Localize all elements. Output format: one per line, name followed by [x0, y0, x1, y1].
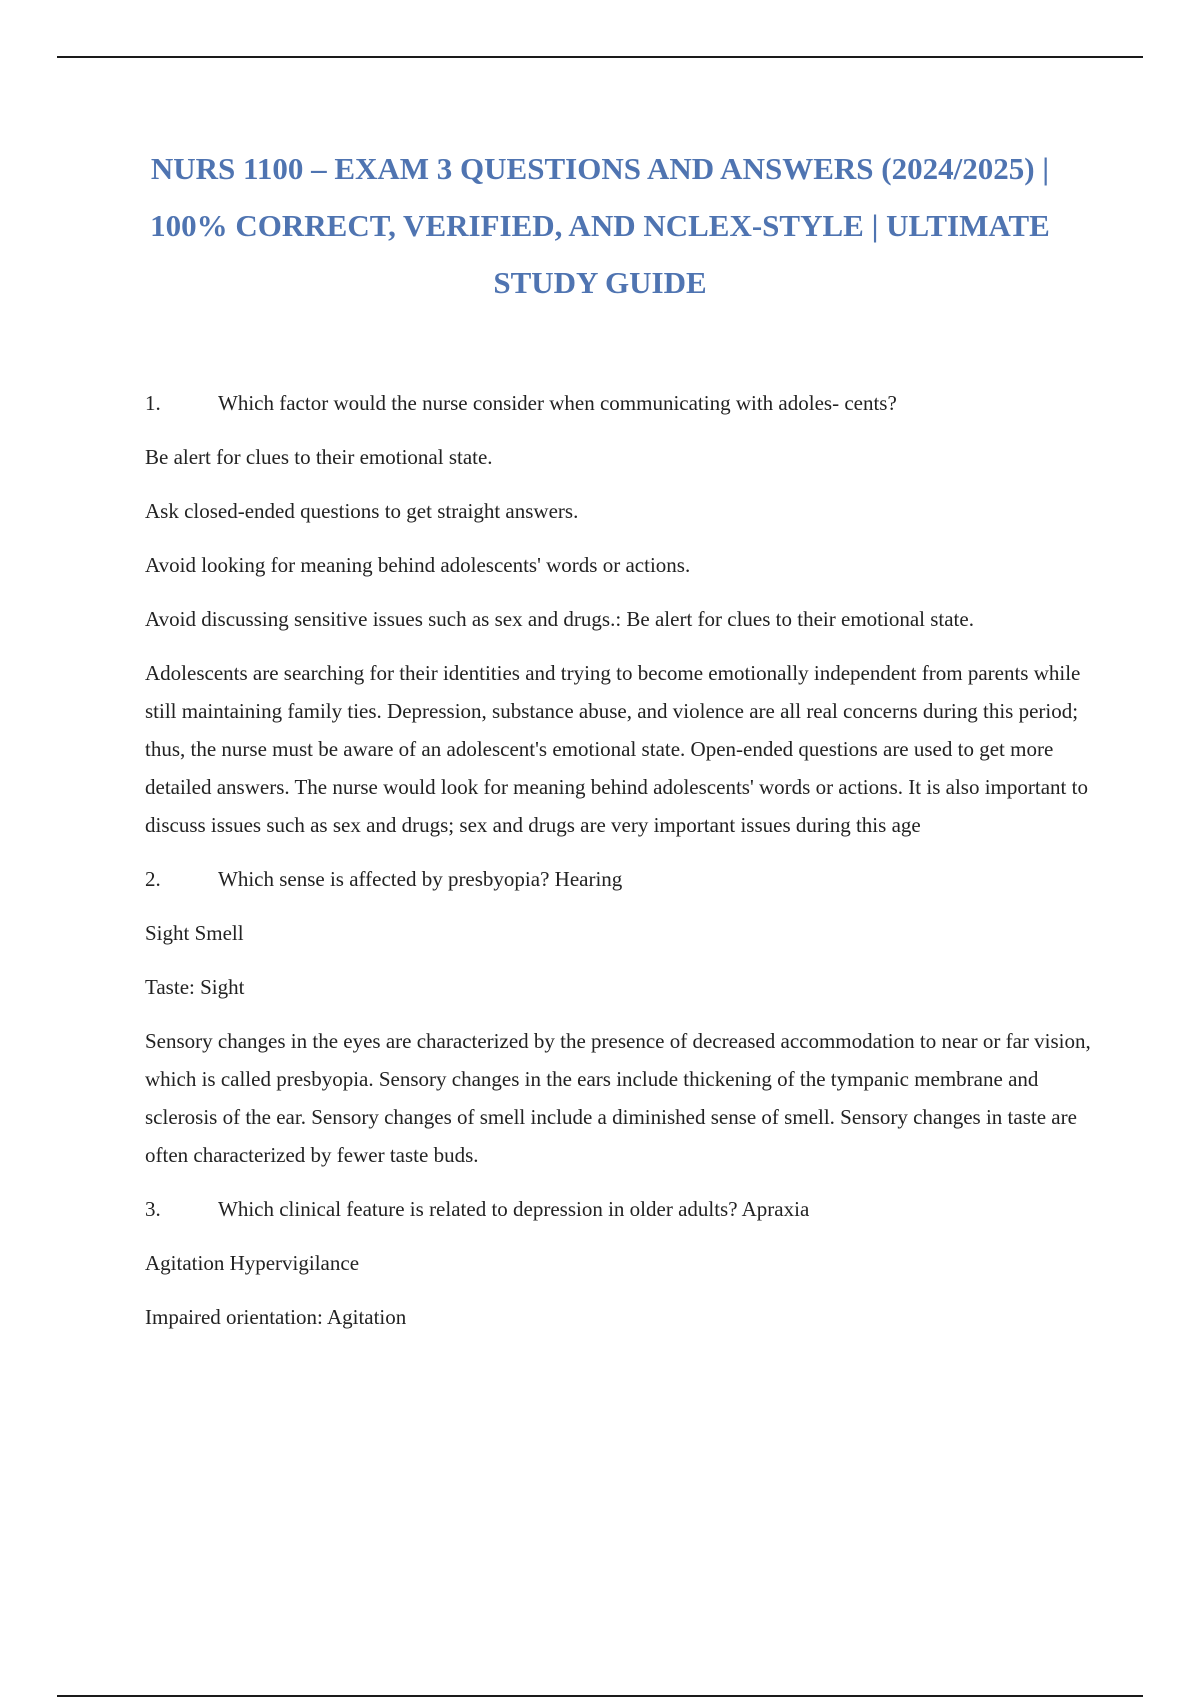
question-number: 3. — [145, 1197, 161, 1221]
answer-option: Avoid looking for meaning behind adolescents' words or actions. — [145, 553, 691, 577]
answer-option: Avoid discussing sensitive issues such as sex and drugs.: Be alert for clues to their emotional state. — [145, 607, 974, 631]
bottom-divider — [57, 1695, 1143, 1697]
document-title: NURS 1100 – EXAM 3 QUESTIONS AND ANSWERS (2024/2025) | 100% CORRECT, VERIFIED, AND NCLEX-STYLE | ULTIMATE STUDY GUIDE — [150, 151, 1050, 300]
rationale: Sensory changes in the eyes are characterized by the presence of decreased accommodation to near or far vision, which is called presbyopia. Sensory changes in the ears include thickening of the tympanic membrane and sclerosis of the ear. Sensory changes of smell include a diminished sense of smell. Sensory changes in taste are often characterized by fewer taste buds. — [145, 1029, 1091, 1167]
question-3 — [145, 1190, 1095, 1228]
document-body — [145, 384, 1095, 1352]
answer-option: Ask closed-ended questions to get straight answers. — [145, 499, 579, 523]
answer-option: Sight Smell — [145, 921, 244, 945]
top-divider — [57, 56, 1143, 58]
question-text: Which clinical feature is related to depression in older adults? Apraxia — [218, 1197, 810, 1221]
question-2 — [145, 860, 1095, 898]
answer-option: Impaired orientation: Agitation — [145, 1305, 407, 1329]
question-text: Which sense is affected by presbyopia? Hearing — [218, 867, 623, 891]
question-1 — [145, 384, 1095, 422]
answer-option: Agitation Hypervigilance — [145, 1251, 360, 1275]
rationale: Adolescents are searching for their identities and trying to become emotionally independent from parents while still maintaining family ties. Depression, substance abuse, and violence are all real concerns during this period; thus, the nurse must be aware of an adolescent's emotional state. Open-ended questions are used to get more detailed answers. The nurse would look for meaning behind adolescents' words or actions. It is also important to discuss issues such as sex and drugs; sex and drugs are very important issues during this age — [145, 661, 1088, 837]
question-number: 2. — [145, 867, 161, 891]
answer-option: Be alert for clues to their emotional state. — [145, 445, 493, 469]
answer-option: Taste: Sight — [145, 975, 245, 999]
question-number: 1. — [145, 391, 161, 415]
question-text: Which factor would the nurse consider when communicating with adoles- cents? — [218, 391, 897, 415]
